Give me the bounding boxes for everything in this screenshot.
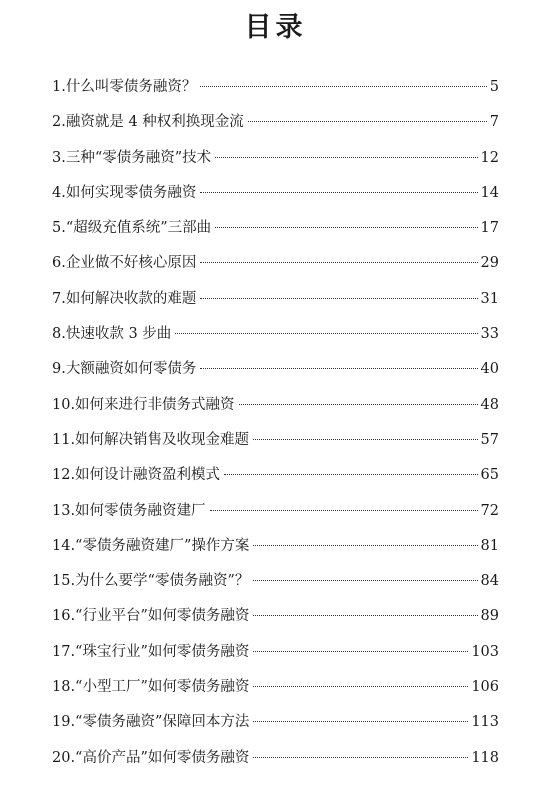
toc-entry-page-number: 17 xyxy=(480,220,499,237)
dot-leader xyxy=(200,368,477,369)
toc-entry-label: 20.“高价产品”如何零债务融资 xyxy=(52,749,250,766)
toc-entry-page-number: 84 xyxy=(480,573,499,590)
dot-leader xyxy=(215,227,477,228)
dot-leader xyxy=(200,298,477,299)
dot-leader xyxy=(200,192,477,193)
toc-entry-label: 13.如何零债务融资建厂 xyxy=(52,502,206,519)
toc-entry-label: 19.“零债务融资”保障回本方法 xyxy=(52,714,250,731)
toc-entry-label: 11.如何解决销售及收现金难题 xyxy=(52,431,250,448)
dot-leader xyxy=(253,651,468,652)
toc-entry-page-number: 103 xyxy=(471,643,499,660)
toc-entry[interactable] xyxy=(52,176,499,211)
dot-leader xyxy=(253,757,468,758)
toc-entry-label: 18.“小型工厂”如何零债务融资 xyxy=(52,679,250,696)
page-title: 目录 xyxy=(244,12,307,43)
toc-entry-label: 16.“行业平台”如何零债务融资 xyxy=(52,608,250,625)
toc-entry[interactable] xyxy=(52,70,499,105)
toc-entry-label: 1.什么叫零债务融资？ xyxy=(52,79,197,95)
toc-entry-label: 10.如何来进行非债务式融资 xyxy=(52,396,235,413)
toc-entry-label: 2.融资就是 4 种权利换现金流 xyxy=(52,114,244,131)
toc-entry[interactable] xyxy=(52,741,499,776)
toc-entry-page-number: 31 xyxy=(480,290,499,307)
toc-entry[interactable] xyxy=(52,105,499,140)
dot-leader xyxy=(253,439,477,440)
toc-entry-label: 8.快速收款 3 步曲 xyxy=(52,326,172,343)
toc-entry-page-number: 33 xyxy=(480,326,499,343)
toc-entry-page-number: 5 xyxy=(489,79,499,95)
toc-entry-label: 3.三种“零债务融资”技术 xyxy=(52,149,212,166)
toc-entry[interactable] xyxy=(52,141,499,176)
toc-entry-label: 14.“零债务融资建厂”操作方案 xyxy=(52,537,250,554)
toc-entry[interactable] xyxy=(52,670,499,705)
toc-entry[interactable] xyxy=(52,635,499,670)
toc-entry-page-number: 12 xyxy=(480,149,499,166)
toc-entry-page-number: 48 xyxy=(480,396,499,413)
toc-entry-page-number: 29 xyxy=(480,255,499,272)
toc-entry[interactable] xyxy=(52,352,499,387)
dot-leader xyxy=(200,86,486,87)
toc-entry[interactable] xyxy=(52,246,499,281)
toc-entry-page-number: 106 xyxy=(471,679,499,696)
toc-entry-page-number: 113 xyxy=(471,714,499,731)
toc-entry-page-number: 14 xyxy=(480,184,499,201)
toc-entry-page-number: 40 xyxy=(480,361,499,378)
toc-entry[interactable] xyxy=(52,458,499,493)
table-of-contents xyxy=(52,70,499,776)
dot-leader xyxy=(239,404,478,405)
toc-entry[interactable] xyxy=(52,599,499,634)
dot-leader xyxy=(200,262,477,263)
toc-entry-label: 17.“珠宝行业”如何零债务融资 xyxy=(52,643,250,660)
toc-entry[interactable] xyxy=(52,423,499,458)
toc-entry[interactable] xyxy=(52,388,499,423)
toc-entry-page-number: 72 xyxy=(480,502,499,519)
toc-entry-label: 6.企业做不好核心原因 xyxy=(52,255,197,272)
toc-entry-label: 4.如何实现零债务融资 xyxy=(52,184,197,201)
toc-entry-label: 15.为什么要学“零债务融资”？ xyxy=(52,573,250,590)
dot-leader xyxy=(253,545,477,546)
dot-leader xyxy=(215,157,477,158)
dot-leader xyxy=(253,721,468,722)
toc-entry-page-number: 89 xyxy=(480,608,499,625)
dot-leader xyxy=(253,686,468,687)
toc-entry-label: 12.如何设计融资盈利模式 xyxy=(52,467,221,484)
toc-entry[interactable] xyxy=(52,529,499,564)
toc-entry-page-number: 65 xyxy=(480,467,499,484)
dot-leader xyxy=(210,510,478,511)
dot-leader xyxy=(253,580,477,581)
toc-entry[interactable] xyxy=(52,564,499,599)
dot-leader xyxy=(253,615,477,616)
toc-entry-page-number: 57 xyxy=(480,431,499,448)
toc-entry[interactable] xyxy=(52,211,499,246)
toc-entry-page-number: 81 xyxy=(480,537,499,554)
toc-entry-page-number: 7 xyxy=(489,114,499,131)
toc-entry[interactable] xyxy=(52,705,499,740)
dot-leader xyxy=(175,333,477,334)
toc-entry[interactable] xyxy=(52,282,499,317)
dot-leader xyxy=(248,121,487,122)
toc-entry-label: 7.如何解决收款的难题 xyxy=(52,290,197,307)
toc-entry-label: 5.“超级充值系统”三部曲 xyxy=(52,220,212,237)
toc-entry[interactable] xyxy=(52,494,499,529)
toc-entry-label: 9.大额融资如何零债务 xyxy=(52,361,197,378)
toc-entry[interactable] xyxy=(52,317,499,352)
dot-leader xyxy=(224,474,477,475)
toc-entry-page-number: 118 xyxy=(471,749,499,766)
